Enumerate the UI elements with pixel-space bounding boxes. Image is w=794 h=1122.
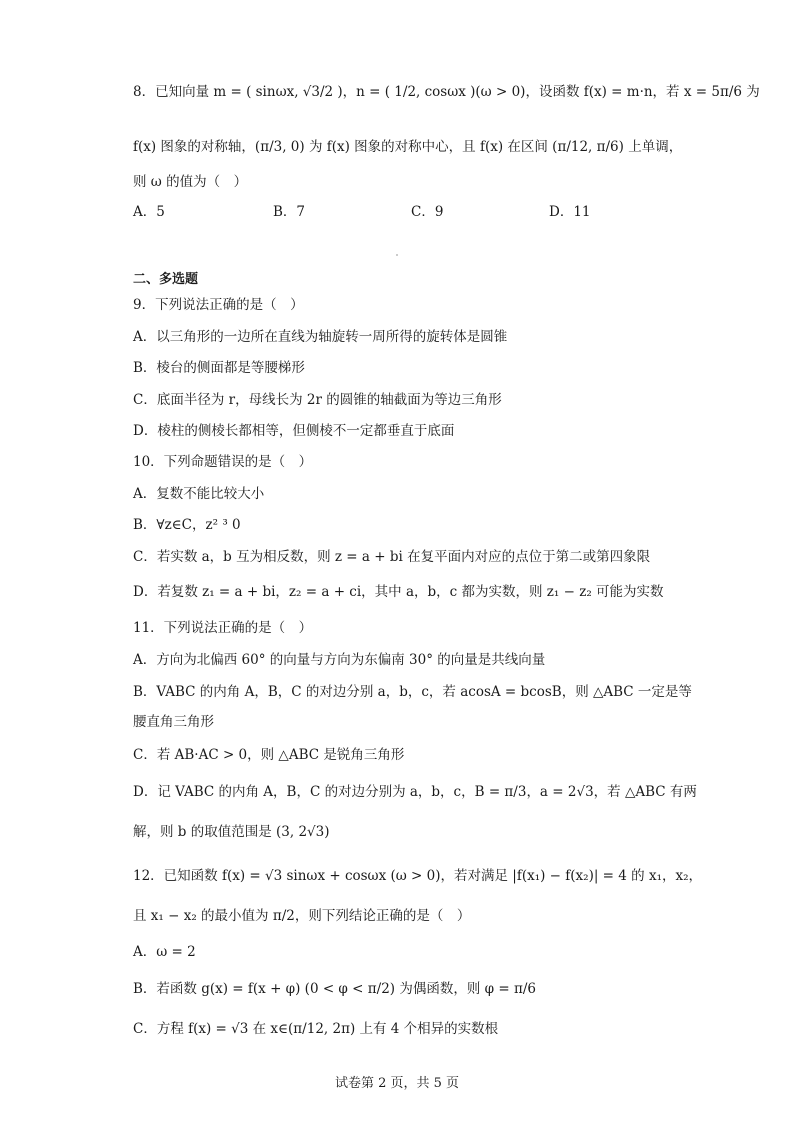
q8-line3: 则 ω 的值为（ ） — [133, 174, 248, 190]
section-title-multiple-choice: 二、多选题 — [133, 272, 199, 287]
page-footer: 试卷第 2 页，共 5 页 — [334, 1076, 460, 1091]
q9-option-c: C．底面半径为 r，母线长为 2r 的圆锥的轴截面为等边三角形 — [133, 392, 502, 408]
q9-stem: 9．下列说法正确的是（ ） — [133, 297, 304, 313]
q10-option-d: D．若复数 z₁ = a + bi，z₂ = a + ci，其中 a，b，c 都为实数，则 z₁ − z₂ 可能为实数 — [133, 584, 664, 600]
q11-option-d-line2: 解，则 b 的取值范围是 (3, 2√3) — [133, 824, 330, 840]
q12-option-a: A．ω = 2 — [133, 944, 196, 960]
q12-line2: 且 x₁ − x₂ 的最小值为 π/2，则下列结论正确的是（ ） — [133, 908, 471, 924]
q8-option-d: D．11 — [549, 204, 591, 220]
q12-option-b: B．若函数 g(x) = f(x + φ) (0 < φ < π/2) 为偶函数，则 φ = π/6 — [133, 981, 536, 997]
q11-option-c: C．若 AB·AC > 0，则 △ABC 是锐角三角形 — [133, 747, 405, 763]
q8-option-b: B．7 — [273, 204, 306, 220]
q8-option-c: C．9 — [411, 204, 444, 220]
scan-dot — [396, 254, 398, 256]
q9-option-a: A．以三角形的一边所在直线为轴旋转一周所得的旋转体是圆锥 — [133, 329, 508, 345]
q8-line2: f(x) 图象的对称轴，(π/3, 0) 为 f(x) 图象的对称中心，且 f(x) 在区间 (π/12, π/6) 上单调， — [133, 139, 683, 155]
q10-option-c: C．若实数 a，b 互为相反数，则 z = a + bi 在复平面内对应的点位于第二或第四象限 — [133, 549, 651, 565]
q11-option-b-line1: B．VABC 的内角 A，B，C 的对边分别 a，b，c，若 acosA = bcosB，则 △ABC 一定是等 — [133, 684, 692, 700]
q11-option-d-line1: D．记 VABC 的内角 A，B，C 的对边分别为 a，b，c，B = π/3，a = 2√3，若 △ABC 有两 — [133, 784, 697, 800]
q8-line1: 8．已知向量 m = ( sinωx, √3/2 )，n = ( 1/2, cosωx )(ω > 0)，设函数 f(x) = m·n，若 x = 5π/6 为 — [133, 84, 760, 100]
q10-stem: 10．下列命题错误的是（ ） — [133, 454, 313, 470]
q9-option-b: B．棱台的侧面都是等腰梯形 — [133, 360, 305, 376]
q8-option-a: A．5 — [133, 204, 165, 220]
q11-option-a: A．方向为北偏西 60° 的向量与方向为东偏南 30° 的向量是共线向量 — [133, 652, 546, 668]
q12-line1: 12．已知函数 f(x) = √3 sinωx + cosωx (ω > 0)，若对满足 |f(x₁) − f(x₂)| = 4 的 x₁，x₂， — [133, 868, 703, 884]
q11-option-b-line2: 腰直角三角形 — [133, 714, 214, 730]
q11-stem: 11．下列说法正确的是（ ） — [133, 620, 313, 636]
q10-option-b: B．∀z∈C，z² ³ 0 — [133, 517, 241, 533]
q12-option-c: C．方程 f(x) = √3 在 x∈(π/12, 2π) 上有 4 个相异的实数根 — [133, 1021, 499, 1037]
q9-option-d: D．棱柱的侧棱长都相等，但侧棱不一定都垂直于底面 — [133, 423, 455, 439]
q10-option-a: A．复数不能比较大小 — [133, 486, 265, 502]
